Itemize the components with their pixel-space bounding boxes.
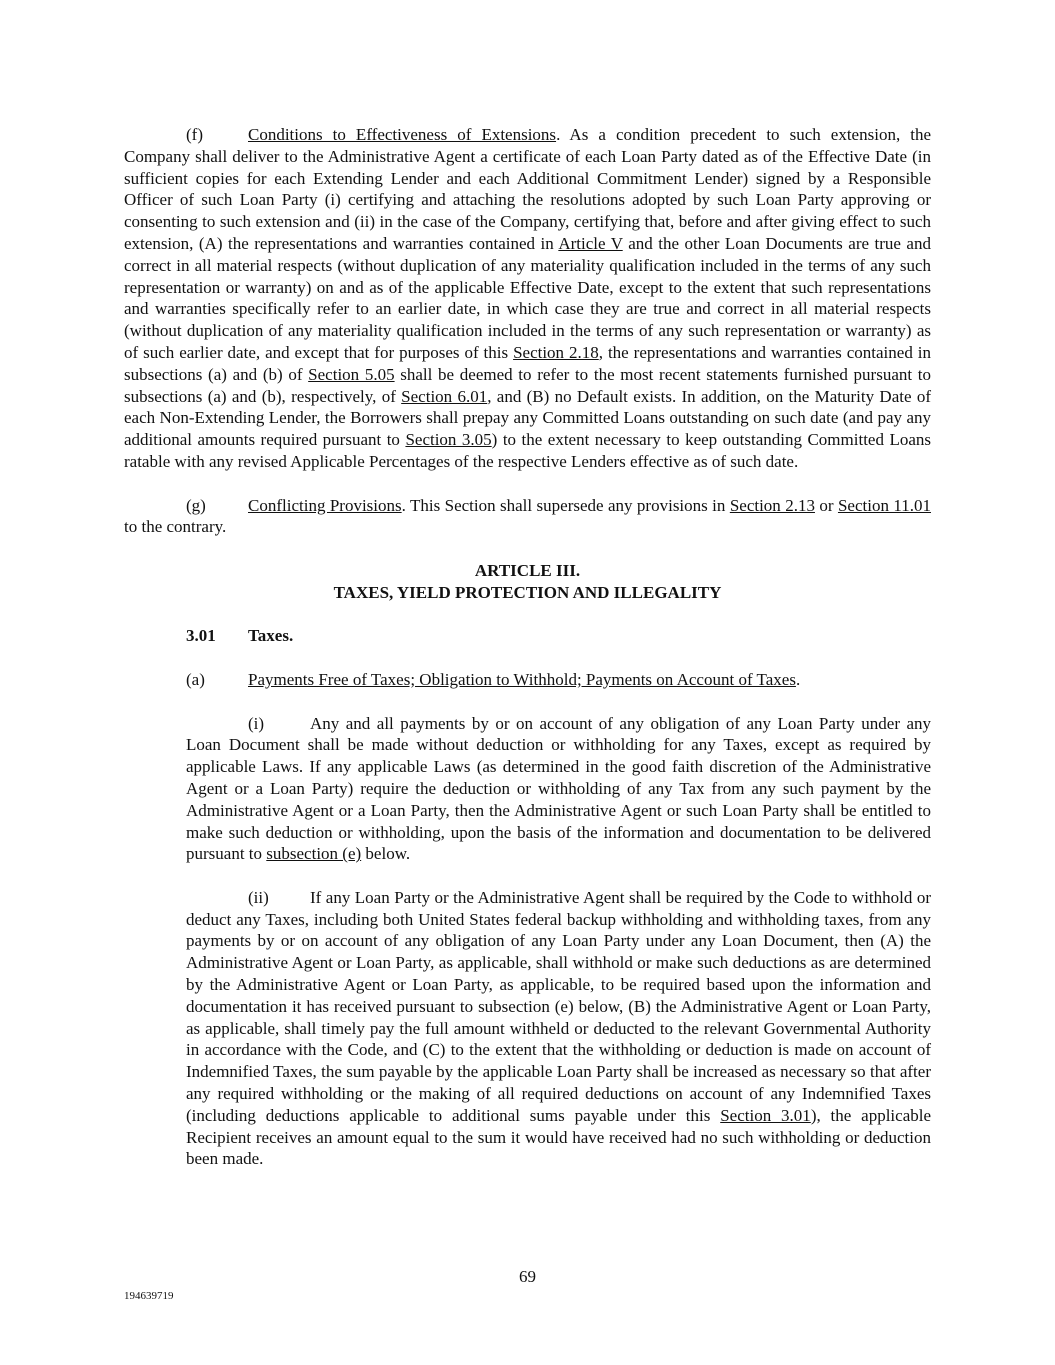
section-3-01-reference: Section 3.01 (720, 1105, 811, 1125)
subsection-a-heading (124, 669, 931, 691)
paragraph-g (124, 495, 931, 539)
subsection-e-reference: subsection (e) (266, 844, 362, 864)
paragraph-i-text-2: below. (361, 844, 411, 864)
paragraph-ii-label: (ii) (248, 887, 269, 907)
paragraph-ii-text-2: ), the applicable Recipient receives an amount equal to the sum it would have received had no such withholding or deduction been made. (186, 1105, 932, 1169)
section-3-01-number: 3.01 (186, 626, 216, 646)
section-6-01-reference: Section 6.01 (401, 386, 488, 406)
paragraph-f-text-1: . As a condition precedent to such extension, the Company shall deliver to the Administrative Agent a certificate of each Loan Party dated as of the Effective Date (in sufficient copies for each Extending Lender and each Additional Commitment Lender) signed by a Responsible Officer of such Loan Party (i) certifying and attaching the resolutions adopted by such Loan Party approving or consenting to such extension and (ii) in the case of the Company, certifying that, before and after giving effect to such extension, (A) the representations and warranties contained in (124, 125, 932, 253)
paragraph-f (124, 124, 931, 473)
paragraph-f-text-3: , the representations and warranties contained in subsections (a) and (b) of (124, 342, 931, 384)
paragraph-g-text-1: . This Section shall supersede any provisions in (401, 495, 730, 515)
article-title: TAXES, YIELD PROTECTION AND ILLEGALITY (333, 582, 722, 602)
page-number: 69 (519, 1267, 536, 1286)
section-3-05-reference: Section 3.05 (405, 430, 492, 450)
paragraph-f-text-6: ) to the extent necessary to keep outstanding Committed Loans ratable with any revised Applicable Percentages of the respective Lenders effective as of such date. (124, 430, 931, 471)
section-5-05-reference: Section 5.05 (308, 364, 395, 384)
paragraph-f-text-4: shall be deemed to refer to the most recent statements furnished pursuant to subsections (a) and (b), respectively, of (124, 364, 932, 406)
section-2-13-reference: Section 2.13 (729, 495, 815, 515)
paragraph-f-text-5: , and (B) no Default exists. In addition, on the Maturity Date of each Non-Extending Lender, the Borrowers shall prepay any Committed Loans outstanding on such date (and pay any additional amounts required pursuant to (124, 386, 931, 450)
subsection-a-end: . (795, 669, 801, 689)
paragraph-ii-text-1: If any Loan Party or the Administrative Agent shall be required by the Code to withhold or deduct any Taxes, including both United States federal backup withholding and withholding taxes, from any payments by or on account of any obligation of any Loan Party under any Loan Document, then (A) the Administrative Agent or Loan Party, as applicable, shall withhold or make such deductions as are determined by the Administrative Agent or Loan Party, as applicable, to be required based upon the information and documentation it has received pursuant to subsection (e) below, (B) the Administrative Agent or Loan Party, as applicable, shall timely pay the full amount withheld or deducted to the relevant Governmental Authority in accordance with the Code, and (C) to the extent that the withholding or deduction is made on account of Indemnified Taxes, the sum payable by the applicable Loan Party shall be increased as necessary so that after any required withholding or the making of all required deductions on account of any Indemnified Taxes (including deductions applicable to additional sums payable under this (186, 887, 931, 1125)
paragraph-g-text-3: to the contrary. (124, 517, 227, 537)
document-id: 194639719 (124, 1290, 174, 1302)
section-2-18-reference: Section 2.18 (513, 342, 599, 362)
paragraph-i-label: (i) (248, 713, 265, 733)
section-3-01-heading (124, 625, 931, 647)
paragraph-g-text-2: or (814, 495, 838, 515)
paragraph-f-heading: Conditions to Effectiveness of Extensions (248, 125, 557, 144)
paragraph-g-heading: Conflicting Provisions (248, 495, 402, 515)
subsection-a-label: (a) (186, 669, 205, 689)
document-page (124, 124, 931, 1170)
paragraph-f-text-2: and the other Loan Documents are true and correct in all material respects (without duplication of any materiality qualification included in the terms of any such representation or warranty) on and as of the applicable Effective Date, except to the extent that such representations and warranties specifically refer to an earlier date, in which case they are true and correct in all material respects (without duplication of any materiality qualification included in the terms of any such representation or warranty) as of such earlier date, and except that for purposes of this (124, 233, 931, 362)
paragraph-ii (186, 887, 931, 1170)
paragraph-f-label: (f) (186, 125, 203, 144)
article-number: ARTICLE III. (474, 560, 581, 580)
subsection-a-body (186, 713, 931, 1171)
subsection-a-title: Payments Free of Taxes; Obligation to Withhold; Payments on Account of Taxes (248, 669, 796, 689)
section-3-01-title: Taxes. (248, 626, 294, 646)
section-11-01-reference: Section 11.01 (837, 495, 931, 515)
paragraph-g-label: (g) (186, 495, 206, 515)
article-v-reference: Article V (558, 233, 623, 253)
paragraph-i-text-1: Any and all payments by or on account of any obligation of any Loan Party under any Loan Document shall be made without deduction or withholding for any Taxes, except as required by applicable Laws. If any applicable Laws (as determined in the good faith discretion of the Administrative Agent or a Loan Party) require the deduction or withholding of any Tax from any such payment by the Administrative Agent or a Loan Party, then the Administrative Agent or such Loan Party shall be entitled to make such deduction or withholding, upon the basis of the information and documentation to be delivered pursuant to (186, 713, 931, 864)
paragraph-i (186, 713, 931, 866)
